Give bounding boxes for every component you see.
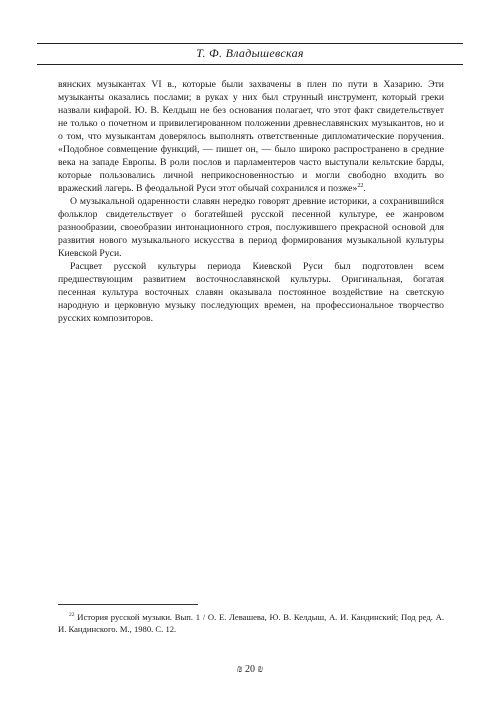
main-text [58,78,444,325]
page-number: 20 [245,664,255,675]
header-bottom-rule [37,64,463,65]
paragraph-1-text: вянских музыкантах VI в., которые были захвачены в плен по пути в Хазарию. Эти музыканты оказались послами; в руках у них был струнный инструмент, который греки назвали кифарой. Ю. В. Келдыш не без основания полагает, что этот факт свидетельствует не только о почетном и привилегированном положении древнеславянских музыкантов, но и о том, что музыкантам доверялось выполнять ответственные дипломатические поручения. «Подобное совмещение функций, — пишет он, — было широко распространено в средние века на западе Европы. В роли послов и парламентеров часто выступали кельтские барды, которые пользовались личной неприкосновенностью и могли свободно входить во вражеский лагерь. В феодальной Руси этот обычай сохранился и позже» [58,79,444,194]
paragraph-3: Расцвет русской культуры периода Киевской Руси был подготовлен всем предшествующим развитием восточнославянской культуры. Оригинальная, богатая песенная культура восточных славян оказывала постоянное воздействие на светскую народную и церковную музыку последующих времен, на профессиональное творчество русских композиторов. [58,261,444,324]
footnote-text: История русской музыки. Вып. 1 / О. Е. Левашева, Ю. В. Келдыш, А. И. Кандинский; Под ред. А. И. Кандинского. М., 1980. С. 12. [58,612,444,634]
paragraph-1 [58,78,444,195]
footnote [58,611,444,635]
running-header: Т. Ф. Владышевская [196,46,304,60]
paragraph-1-end: . [363,183,366,194]
right-ornament-icon: ₪ [257,664,263,674]
footnote-rule [58,604,198,605]
page-number-block [0,662,500,677]
footnote-number: 22 [69,612,75,619]
footnote-reference[interactable]: 22 [357,182,364,189]
left-ornament-icon: ₪ [237,664,243,674]
paragraph-2: О музыкальной одаренности славян нередко говорят древние историки, а сохранившийся фольклор свидетельствует о богатейшей русской песенной культуре, ее жанровом разнообразии, своеобразии интонационного строя, послужившего прекрасной основой для развития нового музыкального искусства в период формирования музыкальной культуры Киевской Руси. [58,196,444,259]
